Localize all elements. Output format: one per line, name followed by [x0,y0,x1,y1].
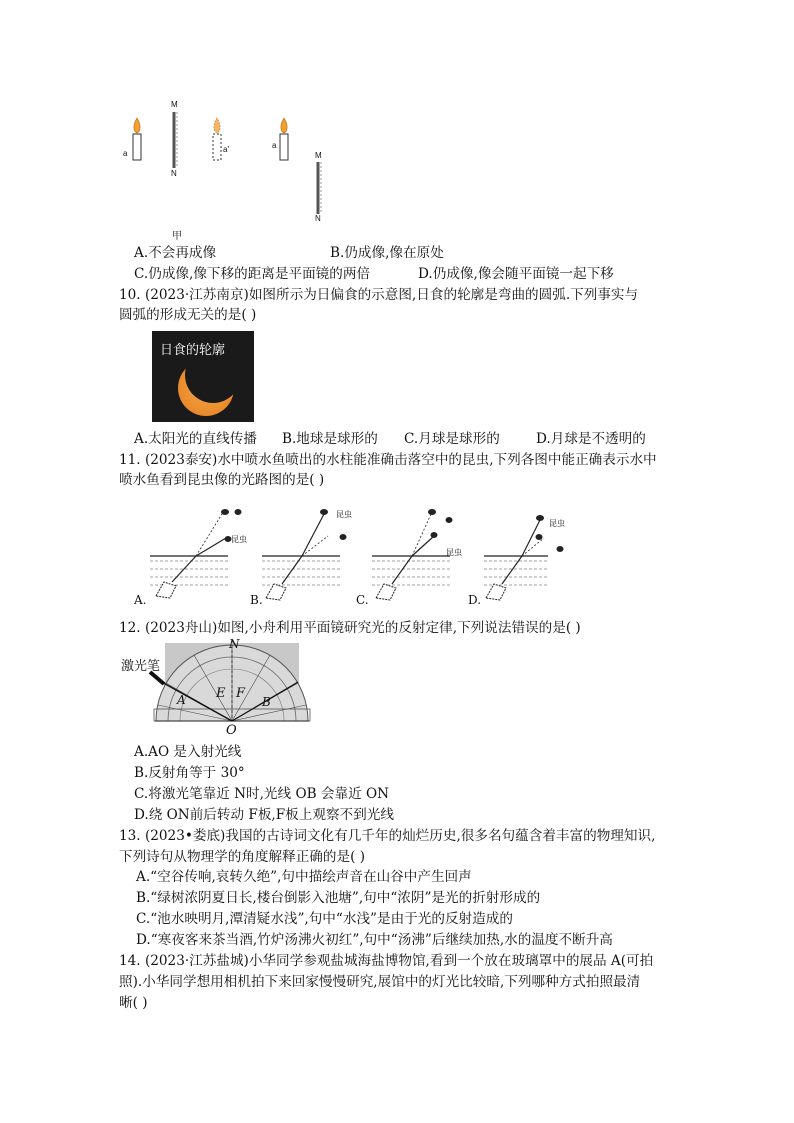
q10-stem-line1: 10. (2023·江苏南京)如图所示为日偏食的示意图,日食的轮廓是弯曲的圆弧.下列事实与 [119,287,639,303]
q9-option-b: B.仍成像,像在原处 [330,245,444,261]
q9-option-d: D.仍成像,像会随平面镜一起下移 [418,266,614,282]
q10-option-a: A.太阳光的直线传播 [134,431,257,447]
q9-label-N1: N [171,169,177,178]
q12-option-a: A.AO 是入射光线 [134,744,242,760]
q11-label-d: D. [468,593,482,607]
q12-label-A: A [177,693,186,707]
q9-option-c: C.仍成像,像下移的距离是平面镜的两倍 [134,266,371,282]
q11-bug-label-a: 昆虫 [231,535,247,544]
q12-option-b: B.反射角等于 30° [134,765,245,781]
q13-option-d: D.“寒夜客来茶当酒,竹炉汤沸火初红”,句中“汤沸”后继续加热,水的温度不断升高 [136,932,613,948]
q13-stem-line2: 下列诗句从物理学的角度解释正确的是( ) [119,849,366,865]
q9-label-N2: N [315,214,321,223]
q11-label-c: C. [356,593,369,607]
q11-stem-line1: 11. (2023泰安)水中喷水鱼喷出的水柱能准确击落空中的昆虫,下列各图中能正确表示水中 [119,452,657,468]
q10-option-c: C.月球是球形的 [404,431,500,447]
q12-option-d: D.绕 ON前后转动 F板,F板上观察不到光线 [134,807,394,823]
q14-stem-line1: 14. (2023·江苏盐城)小华同学参观盐城海盐博物馆,看到一个放在玻璃罩中的展品 A(可拍 [119,953,654,969]
q9-label-M2: M [315,151,322,160]
q12-label-B: B [262,695,271,709]
q14-stem-line3: 晰( ) [119,995,148,1011]
q13-option-a: A.“空谷传响,哀转久绝”,句中描绘声音在山谷中产生回声 [136,869,472,885]
q9-label-a1: a [123,149,128,158]
q9-label-a-prime: a' [223,145,229,154]
q14-stem-line2: 照).小华同学想用相机拍下来回家慢慢研究,展馆中的灯光比较暗,下列哪种方式拍照最清 [119,974,641,990]
q13-option-c: C.“池水映明月,潭清疑水浅”,句中“水浅”是由于光的反射造成的 [136,911,513,927]
q11-label-a: A. [134,593,147,607]
q11-bug-label-d: 昆虫 [549,519,565,528]
q10-stem-line2: 圆弧的形成无关的是( ) [119,307,257,323]
q12-laser-label: 激光笔 [121,659,161,674]
q13-option-b: B.“绿树浓阴夏日长,楼台倒影入池塘”,句中“浓阴”是光的折射形成的 [136,890,541,906]
q9-label-caption: 甲 [172,231,182,242]
q9-label-a2: a [272,141,277,150]
q12-option-c: C.将激光笔靠近 N时,光线 OB 会靠近 ON [134,786,390,802]
q11-bug-label-c: 昆虫 [446,548,462,557]
q10-option-b: B.地球是球形的 [282,431,378,447]
q12-label-O: O [226,723,237,738]
q12-stem: 12. (2023舟山)如图,小舟利用平面镜研究光的反射定律,下列说法错误的是( ) [119,620,581,636]
q11-label-b: B. [250,593,263,607]
q12-label-E: E [216,686,226,701]
q10-option-d: D.月球是不透明的 [536,431,646,447]
q9-option-a: A.不会再成像 [134,245,217,261]
q12-label-N: N [229,637,240,651]
q11-stem-line2: 喷水鱼看到昆虫像的光路图的是( ) [119,472,325,488]
q13-stem-line1: 13. (2023•娄底)我国的古诗词文化有几千年的灿烂历史,很多名句蕴含着丰富的物理知识, [119,828,656,844]
q11-bug-label-b: 昆虫 [336,510,352,519]
q10-image-caption: 日食的轮廓 [160,343,226,358]
q9-label-M1: M [171,100,178,109]
q12-label-F: F [236,686,246,701]
